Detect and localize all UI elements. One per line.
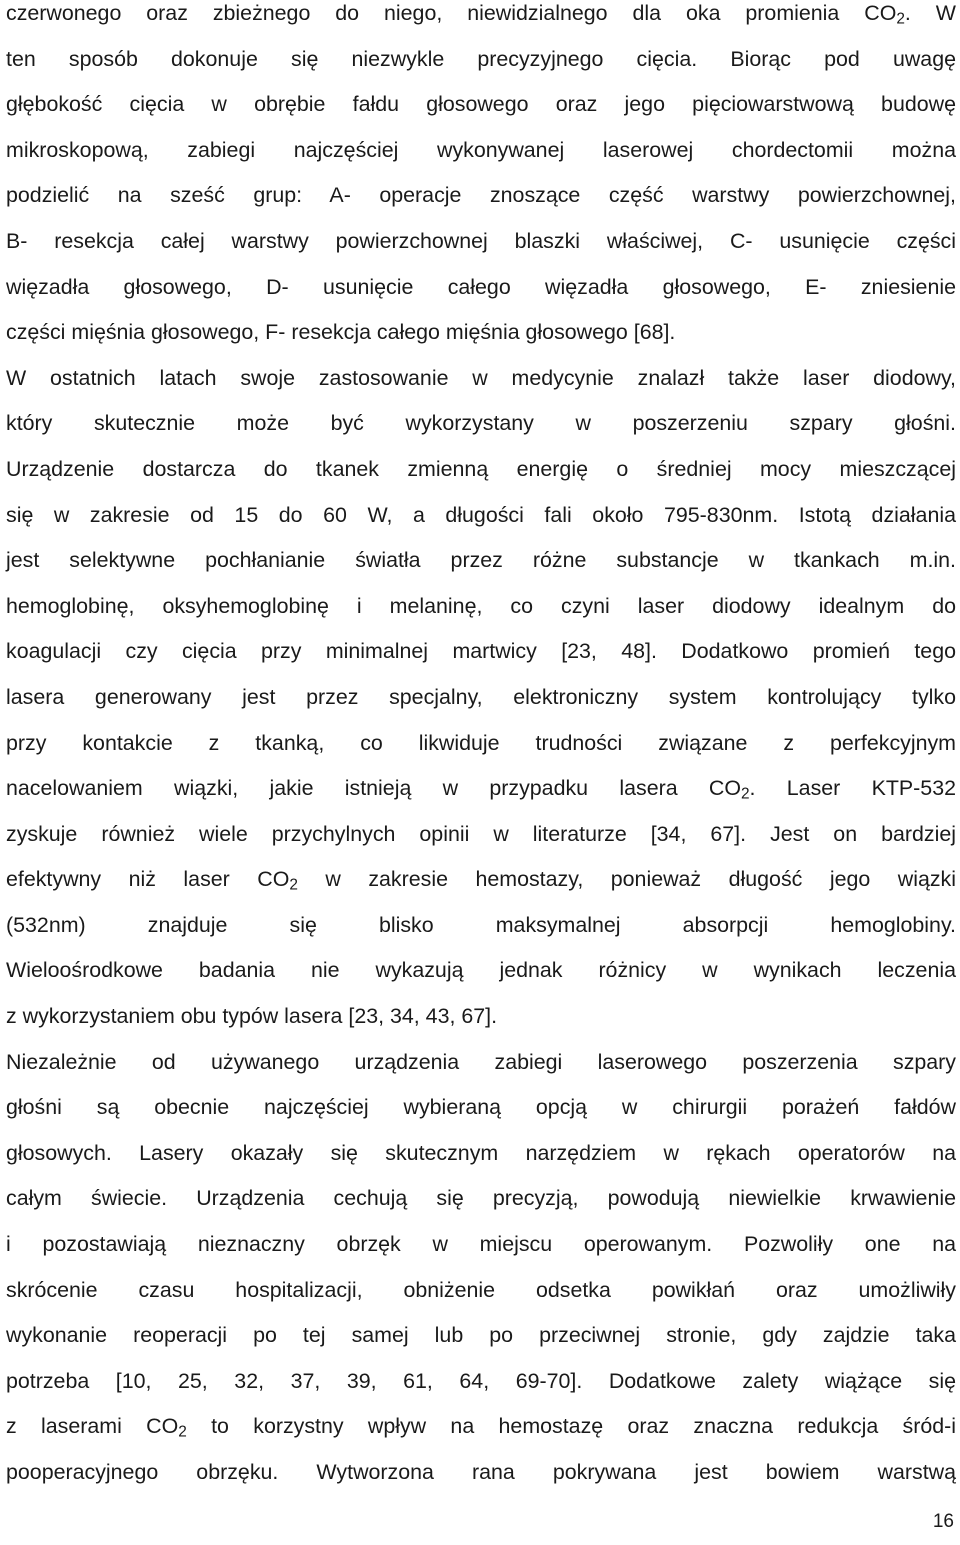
- text-line: [6, 857, 956, 903]
- text-line: hemoglobinę, oksyhemoglobinę i melaninę, co czyni laser diodowy idealnym do: [6, 593, 956, 618]
- text-line: [6, 1404, 956, 1450]
- subscript: 2: [178, 1423, 187, 1441]
- text-line: jest selektywne pochłanianie światła przez różne substancje w tkankach m.in.: [6, 548, 956, 573]
- text-line: (532nm) znajduje się blisko maksymalnej absorpcji hemoglobiny.: [6, 912, 956, 937]
- subscript: 2: [289, 876, 298, 894]
- text-run: . W: [904, 1, 956, 25]
- text-line: się w zakresie od 15 do 60 W, a długości fali około 795-830nm. Istotą działania: [6, 502, 956, 527]
- subscript: 2: [740, 785, 750, 803]
- text-line: zyskuje również wiele przychylnych opinii w literaturze [34, 67]. Jest on bardziej: [6, 821, 956, 846]
- text-run: . Laser KTP-532: [749, 776, 956, 801]
- text-line: Niezależnie od używanego urządzenia zabiegi laserowego poszerzenia szpary: [6, 1049, 956, 1074]
- text-line: B- resekcja całej warstwy powierzchownej blaszki właściwej, C- usunięcie części: [6, 228, 956, 253]
- text-line: Wieloośrodkowe badania nie wykazują jednak różnicy w wynikach leczenia: [6, 958, 956, 983]
- text-line: wykonanie reoperacji po tej samej lub po przeciwnej stronie, gdy zajdzie taka: [6, 1323, 956, 1348]
- text-line: części mięśnia głosowego, F- resekcja całego mięśnia głosowego [68].: [6, 320, 676, 345]
- text-line: który skutecznie może być wykorzystany w poszerzeniu szpary głośni.: [6, 411, 956, 436]
- text-line: ten sposób dokonuje się niezwykle precyzyjnego cięcia. Biorąc pod uwagę: [6, 46, 956, 71]
- text-line: Urządzenie dostarcza do tkanek zmienną energię o średniej mocy mieszczącej: [6, 456, 956, 481]
- text-run: z laserami CO: [6, 1414, 179, 1439]
- text-line: [6, 0, 956, 37]
- text-line: mikroskopową, zabiegi najczęściej wykonywanej laserowej chordectomii można: [6, 137, 956, 162]
- text-line: koagulacji czy cięcia przy minimalnej martwicy [23, 48]. Dodatkowo promień tego: [6, 639, 956, 664]
- text-line: skrócenie czasu hospitalizacji, obniżenie odsetka powikłań oraz umożliwiły: [6, 1277, 956, 1302]
- text-line: W ostatnich latach swoje zastosowanie w medycynie znalazł także laser diodowy,: [6, 365, 956, 390]
- text-line: przy kontakcie z tkanką, co likwiduje trudności związane z perfekcyjnym: [6, 730, 956, 755]
- text-line: potrzeba [10, 25, 32, 37, 39, 61, 64, 69-70]. Dodatkowe zalety wiążące się: [6, 1368, 956, 1393]
- text-line: i pozostawiają nieznaczny obrzęk w miejscu operowanym. Pozwoliły one na: [6, 1232, 956, 1257]
- text-run: czerwonego oraz zbieżnego do niego, niewidzialnego dla oka promienia CO: [6, 1, 897, 25]
- text-line: więzadła głosowego, D- usunięcie całego więzadła głosowego, E- zniesienie: [6, 274, 956, 299]
- text-run: to korzystny wpływ na hemostazę oraz znaczna redukcja śród-i: [186, 1414, 957, 1439]
- text-line: pooperacyjnego obrzęku. Wytworzona rana pokrywana jest bowiem warstwą: [6, 1460, 956, 1484]
- text-line: całym świecie. Urządzenia cechują się precyzją, powodują niewielkie krwawienie: [6, 1186, 956, 1211]
- text-line: [6, 766, 956, 812]
- text-run: w zakresie hemostazy, ponieważ długość jego wiązki: [297, 867, 956, 892]
- document-page: [6, 0, 956, 1496]
- text-line: z wykorzystaniem obu typów lasera [23, 34, 43, 67].: [6, 1004, 498, 1029]
- text-run: efektywny niż laser CO: [6, 867, 290, 892]
- text-line: lasera generowany jest przez specjalny, elektroniczny system kontrolujący tylko: [6, 684, 956, 709]
- text-line: głosowych. Lasery okazały się skutecznym narzędziem w rękach operatorów na: [6, 1140, 956, 1165]
- text-line: głośni są obecnie najczęściej wybieraną opcją w chirurgii porażeń fałdów: [6, 1095, 956, 1120]
- text-run: nacelowaniem wiązki, jakie istnieją w przypadku lasera CO: [6, 776, 741, 801]
- text-line: głębokość cięcia w obrębie fałdu głosowego oraz jego pięciowarstwową budowę: [6, 92, 956, 117]
- page-number: 16: [932, 1511, 954, 1532]
- subscript: 2: [896, 10, 905, 28]
- text-line: podzielić na sześć grup: A- operacje znoszące część warstwy powierzchownej,: [6, 183, 956, 208]
